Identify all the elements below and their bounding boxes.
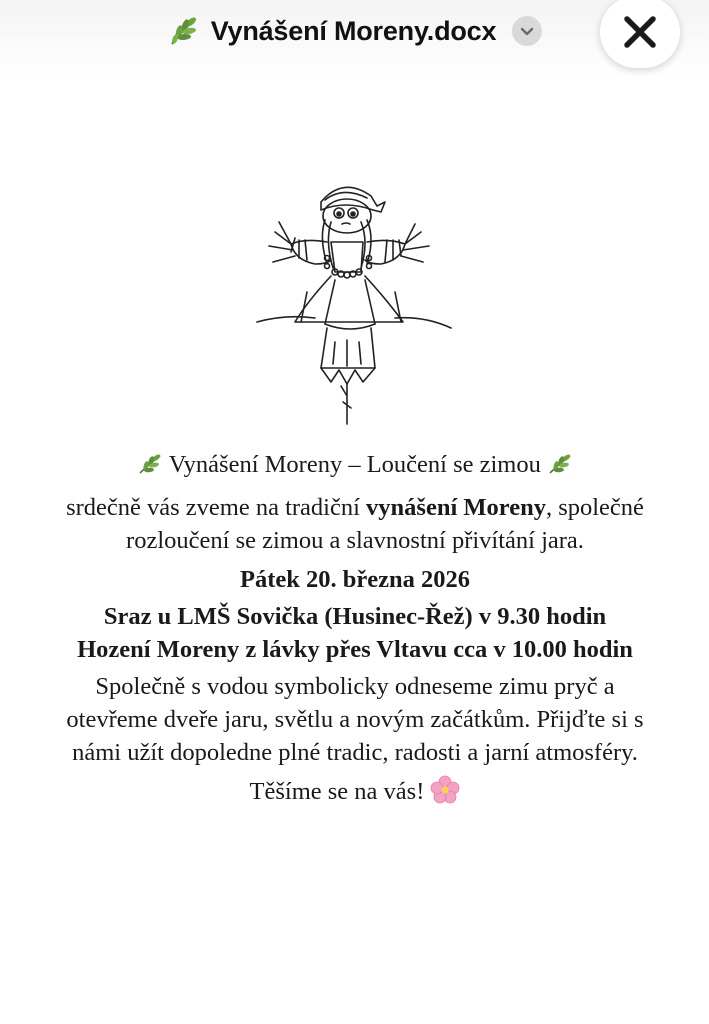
event-date: Pátek 20. března 2026: [240, 566, 470, 593]
title-menu-button[interactable]: [512, 16, 542, 46]
closing-text: Těšíme se na vás!: [249, 778, 425, 805]
herb-leaf-icon: [167, 14, 201, 48]
invite-post: , společné rozloučení se zimou a slavnostní přivítání jara.: [126, 494, 644, 554]
chevron-down-icon: [519, 23, 535, 39]
throwing-time: Hození Moreny z lávky přes Vltavu cca v 10.00 hodin: [77, 636, 633, 663]
heading-text: Vynášení Moreny – Loučení se zimou: [168, 451, 541, 478]
document-body: [60, 448, 650, 808]
closing-line: [60, 775, 650, 808]
meeting-point: Sraz u LMŠ Sovička (Husinec-Řež) v 9.30 hodin: [103, 603, 607, 630]
close-button[interactable]: [600, 0, 680, 68]
invitation-text: [60, 491, 650, 557]
herb-leaf-icon: [137, 453, 163, 475]
close-icon: [622, 14, 658, 50]
invite-bold: vynášení Moreny: [366, 494, 546, 521]
invite-pre: srdečně vás zveme na tradiční: [66, 494, 367, 521]
document-header: [0, 0, 709, 80]
event-description: Společně s vodou symbolicky odneseme zimu pryč a otevřeme dveře jaru, světlu a novým začátkům. Přijďte si s námi užít dopoledne plné tradic, radosti a jarní atmosféry.: [66, 673, 644, 766]
event-heading: [60, 448, 650, 481]
document-title: Vynášení Moreny.docx: [210, 15, 497, 46]
morena-doll-illustration: [255, 172, 455, 434]
cherry-blossom-icon: [430, 775, 460, 805]
herb-leaf-icon: [547, 453, 573, 475]
